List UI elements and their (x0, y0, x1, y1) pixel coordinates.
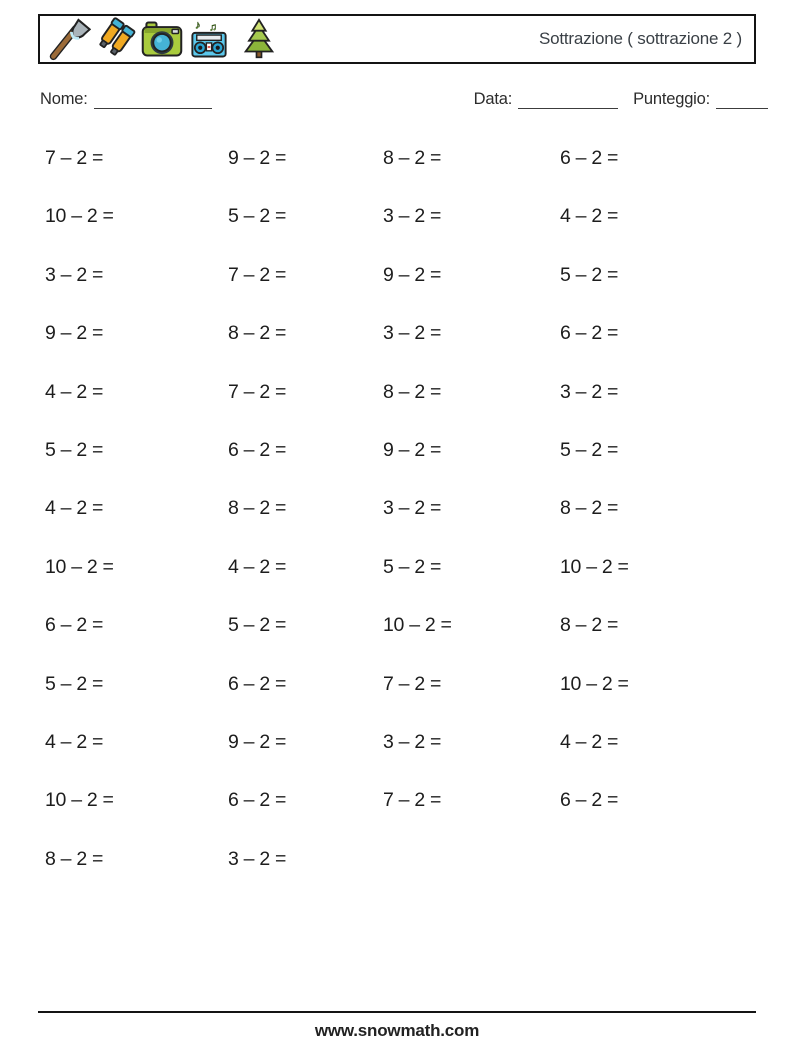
problem-cell: 10 – 2 = (383, 614, 452, 637)
footer-url: www.snowmath.com (314, 1021, 480, 1040)
problem-cell: 8 – 2 = (560, 497, 619, 520)
problem-cell: 10 – 2 = (45, 789, 114, 812)
header-box (38, 14, 756, 64)
problem-cell: 6 – 2 = (560, 322, 619, 345)
problem-cell: 4 – 2 = (560, 730, 619, 753)
problem-cell: 10 – 2 = (45, 555, 114, 578)
problem-cell: 3 – 2 = (560, 380, 619, 403)
binoculars-icon (94, 17, 136, 61)
problem-cell: 9 – 2 = (228, 730, 287, 753)
svg-text:♪: ♪ (195, 19, 201, 32)
problem-cell: 10 – 2 = (45, 205, 114, 228)
problem-cell: 5 – 2 = (45, 672, 104, 695)
problem-cell: 4 – 2 = (45, 730, 104, 753)
footer-divider (38, 1011, 756, 1013)
score-label: Punteggio: (633, 90, 710, 108)
problem-cell (560, 848, 769, 906)
problem-cell: 9 – 2 = (383, 438, 442, 461)
problem-cell: 3 – 2 = (383, 322, 442, 345)
problem-cell: 8 – 2 = (383, 147, 442, 169)
problem-cell: 7 – 2 = (383, 672, 442, 695)
problem-cell (383, 848, 560, 906)
date-blank-line (518, 92, 618, 109)
problem-cell: 10 – 2 = (560, 672, 629, 695)
problem-cell: 3 – 2 = (383, 730, 442, 753)
problem-cell: 5 – 2 = (560, 263, 619, 286)
problem-cell: 6 – 2 = (45, 614, 104, 637)
problem-cell: 8 – 2 = (45, 847, 104, 870)
problem-cell: 7 – 2 = (228, 263, 287, 286)
problem-cell: 8 – 2 = (228, 497, 287, 520)
problem-cell: 9 – 2 = (383, 263, 442, 286)
problem-cell: 4 – 2 = (560, 205, 619, 228)
problem-cell: 6 – 2 = (560, 789, 619, 812)
problem-cell: 6 – 2 = (228, 438, 287, 461)
problem-cell: 4 – 2 = (45, 497, 104, 520)
problem-cell: 6 – 2 = (560, 147, 619, 169)
problem-cell: 6 – 2 = (228, 672, 287, 695)
axe-icon (47, 17, 91, 61)
svg-text:♫: ♫ (209, 21, 217, 34)
problem-cell: 7 – 2 = (228, 380, 287, 403)
problem-cell: 7 – 2 = (383, 789, 442, 812)
problem-cell: 5 – 2 = (228, 614, 287, 637)
problem-cell: 8 – 2 = (383, 380, 442, 403)
pine-tree-icon (239, 16, 279, 62)
problem-cell: 8 – 2 = (560, 614, 619, 637)
worksheet-title: Sottrazione ( sottrazione 2 ) (538, 29, 742, 48)
problem-cell: 10 – 2 = (560, 555, 629, 578)
problem-cell: 3 – 2 = (383, 205, 442, 228)
score-blank-line (716, 92, 768, 109)
problem-cell: 3 – 2 = (45, 263, 104, 286)
camera-icon (139, 17, 185, 61)
problem-cell: 4 – 2 = (228, 555, 287, 578)
problem-cell: 9 – 2 = (45, 322, 104, 345)
problem-cell: 4 – 2 = (45, 380, 104, 403)
header-icon-row (40, 16, 279, 62)
problem-cell: 7 – 2 = (45, 147, 104, 169)
radio-icon (188, 16, 230, 62)
fields-row (40, 90, 768, 109)
problem-cell: 5 – 2 = (383, 555, 442, 578)
problem-cell: 9 – 2 = (228, 147, 287, 169)
problem-cell: 8 – 2 = (228, 322, 287, 345)
problem-cell: 5 – 2 = (228, 205, 287, 228)
problem-cell: 3 – 2 = (383, 497, 442, 520)
name-blank-line (94, 92, 212, 109)
problem-cell: 3 – 2 = (228, 847, 287, 870)
problem-cell: 5 – 2 = (45, 438, 104, 461)
problem-cell: 5 – 2 = (560, 438, 619, 461)
name-label: Nome: (40, 90, 88, 108)
problem-cell: 6 – 2 = (228, 789, 287, 812)
problems-grid (45, 147, 769, 906)
date-label: Data: (473, 90, 513, 108)
